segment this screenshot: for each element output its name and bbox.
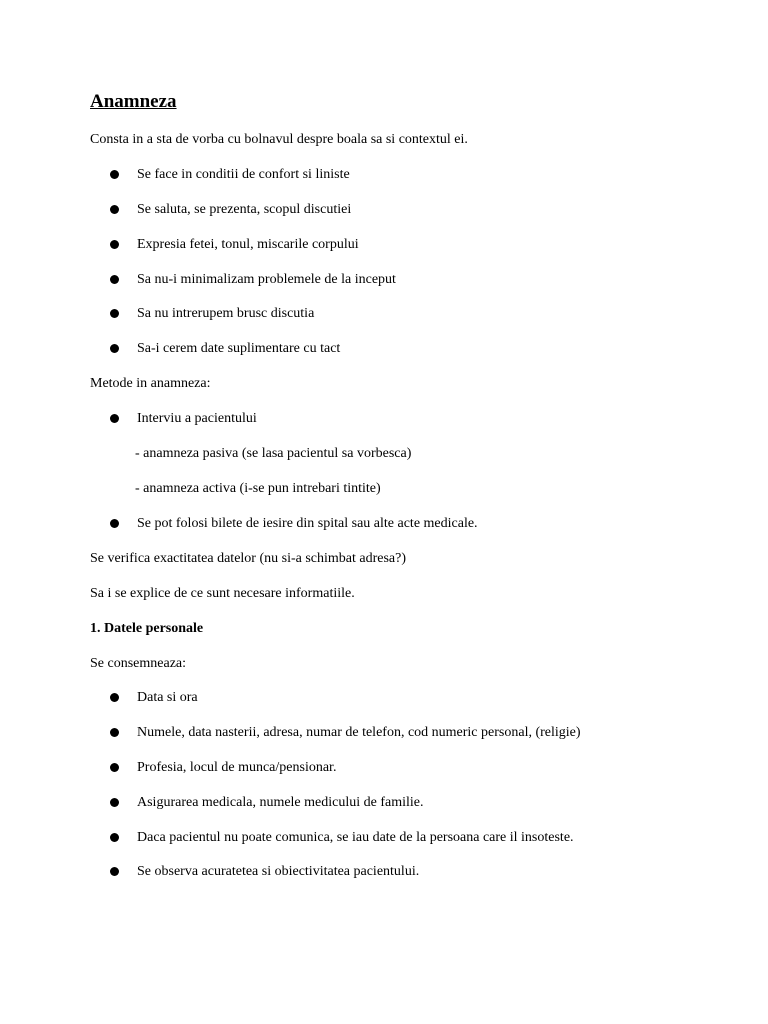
section-heading: 1. Datele personale — [90, 621, 204, 636]
bullet-icon — [110, 763, 119, 772]
sub-item: - anamneza activa (i-se pun intrebari tintite) — [135, 481, 381, 496]
bullet-icon — [110, 275, 119, 284]
bullet-icon — [110, 309, 119, 318]
methods-label: Metode in anamneza: — [90, 376, 211, 391]
bullet-icon — [110, 414, 119, 423]
bullet-icon — [110, 519, 119, 528]
intro-paragraph: Consta in a sta de vorba cu bolnavul despre boala sa si contextul ei. — [90, 132, 468, 147]
bullet-icon — [110, 240, 119, 249]
bullet-icon — [110, 798, 119, 807]
sub-item: - anamneza pasiva (se lasa pacientul sa vorbesca) — [135, 446, 412, 461]
bullet-icon — [110, 728, 119, 737]
bullet-icon — [110, 693, 119, 702]
bullet-icon — [110, 170, 119, 179]
bullet-icon — [110, 867, 119, 876]
bullet-icon — [110, 205, 119, 214]
page-title: Anamneza — [90, 91, 177, 112]
explain-paragraph: Sa i se explice de ce sunt necesare informatiile. — [90, 586, 355, 601]
document-page: Anamneza Consta in a sta de vorba cu bolnavul despre boala sa si contextul ei. Se face in conditii de confort si liniste Se saluta, se prezenta, scopul discutiei Expresia fetei, tonul, miscarile corpului Sa nu-i minimalizam problemele de la inceput Sa nu intrerupem brusc discutia Sa-i cerem date suplimentare cu tact Metode in anamneza: Interviu a pacientului - anamneza pasiva (se lasa pacientul sa vorbesca) - anamneza activa (i-se pun intrebari tintite) Se pot folosi bilete de iesire din spital sau alte acte medicale. Se verifica exactitatea datelor (nu si-a schimbat adresa?) Sa i se explice de ce sunt necesare informatiile. 1. Datele personale Se consemneaza: Data si ora Numele, data nasterii, adresa, numar de telefon, cod numeric personal, (religie) Profesia, locul de munca/pensionar. Asigurarea medicala, numele medicului de familie. Daca pacientul nu poate comunica, se iau date de la persoana care il insoteste. Se observa acuratetea si obiectivitatea pacientului. — [90, 91, 581, 879]
consemneaza-label: Se consemneaza: — [90, 656, 187, 671]
verify-paragraph: Se verifica exactitatea datelor (nu si-a schimbat adresa?) — [90, 551, 407, 566]
bullet-icon — [110, 344, 119, 353]
bullet-icon — [110, 833, 119, 842]
